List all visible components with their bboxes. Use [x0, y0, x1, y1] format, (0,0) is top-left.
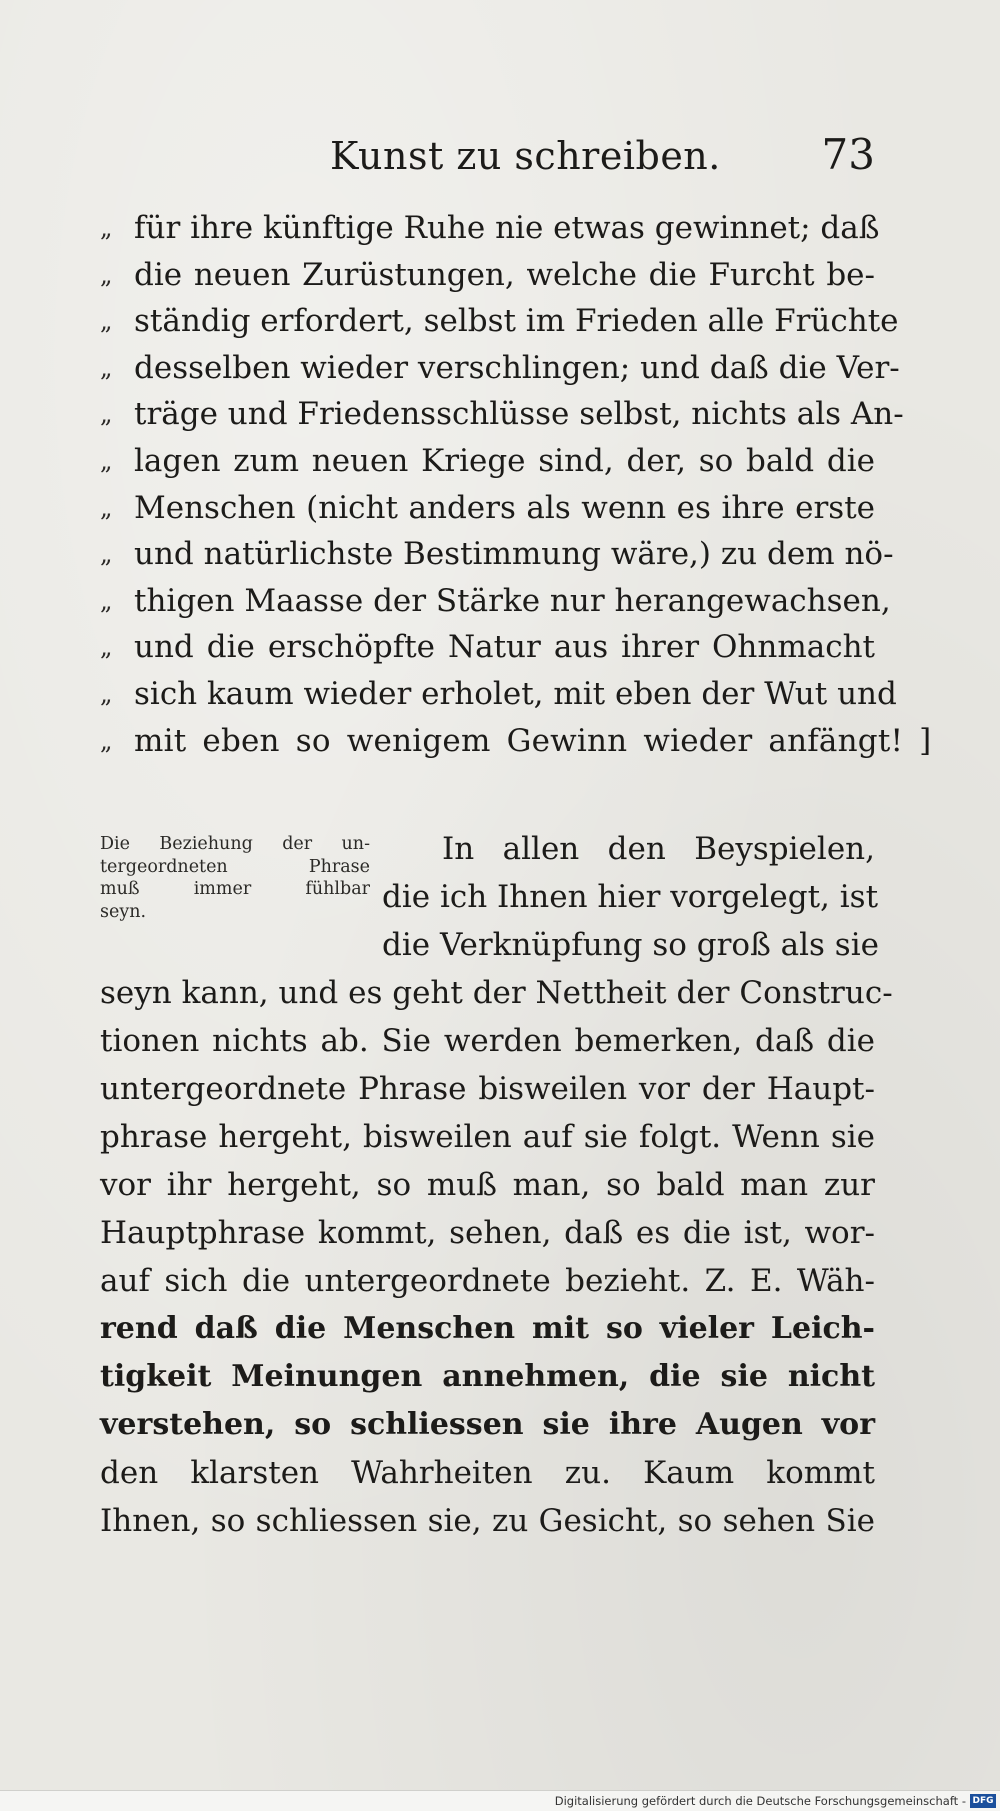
quote-mark: „	[100, 493, 113, 522]
quote-mark: „	[100, 353, 113, 382]
quote-mark: „	[100, 540, 113, 569]
quote-mark: „	[100, 307, 113, 336]
dfg-logo-icon: DFG	[970, 1794, 996, 1808]
marginal-note-line: Die Beziehung der un-	[100, 834, 370, 854]
marginal-note	[100, 833, 370, 923]
quote-line: „ die neuen Zurüstungen, welche die Furcht be-	[100, 252, 875, 299]
quote-line: „ und die erschöpfte Natur aus ihrer Ohnmacht	[100, 624, 875, 671]
quote-mark: „	[100, 726, 113, 755]
body-line: vor ihr hergeht, so muß man, so bald man zur	[100, 1167, 875, 1203]
quote-line: „ ständig erfordert, selbst im Frieden alle Früchte	[100, 298, 875, 345]
quote-mark: „	[100, 214, 113, 242]
quote-line: „ lagen zum neuen Kriege sind, der, so bald die	[100, 438, 875, 485]
quote-mark: „	[100, 260, 113, 289]
quote-line: „ desselben wieder verschlingen; und daß die Ver-	[100, 345, 875, 392]
body-line: seyn kann, und es geht der Nettheit der Construc-	[100, 975, 893, 1011]
quotation-block	[100, 205, 932, 764]
body-line: In allen den Beyspielen,	[442, 831, 875, 867]
quote-line: „ sich kaum wieder erholet, mit eben der Wut und	[100, 671, 875, 718]
marginal-note-line: seyn.	[100, 901, 147, 922]
marginal-note-line: muß immer fühlbar	[100, 879, 370, 899]
quote-line: „ und natürlichste Bestimmung wäre,) zu dem nö-	[100, 531, 875, 578]
quote-line: „ Menschen (nicht anders als wenn es ihre erste	[100, 485, 875, 532]
quote-mark: „	[100, 446, 113, 475]
quote-line: „ für ihre künftige Ruhe nie etwas gewinnet; daß	[100, 205, 875, 252]
body-line: die Verknüpfung so groß als sie	[382, 927, 879, 963]
marginal-note-line: tergeordneten Phrase	[100, 856, 370, 877]
running-title: Kunst zu schreiben.	[330, 134, 721, 178]
body-line: phrase hergeht, bisweilen auf sie folgt. Wenn sie	[100, 1119, 875, 1155]
funding-credit: Digitalisierung gefördert durch die Deutsche Forschungsgemeinschaft -	[554, 1794, 966, 1808]
body-line: rend daß die Menschen mit so vieler Leich-	[100, 1311, 875, 1346]
body-line: auf sich die untergeordnete bezieht. Z. E. Wäh-	[100, 1263, 875, 1299]
body-line: untergeordnete Phrase bisweilen vor der Haupt-	[100, 1071, 875, 1107]
body-line: tigkeit Meinungen annehmen, die sie nicht	[100, 1359, 875, 1394]
body-line: die ich Ihnen hier vorgelegt, ist	[382, 879, 879, 915]
quote-line: „ thigen Maasse der Stärke nur herangewachsen,	[100, 578, 875, 625]
quote-mark: „	[100, 633, 113, 662]
quote-line: „ träge und Friedensschlüsse selbst, nichts als An-	[100, 391, 875, 438]
body-line: verstehen, so schliessen sie ihre Augen vor	[100, 1407, 875, 1442]
page-number: 73	[821, 130, 875, 179]
quote-line: „ mit eben so wenigem Gewinn wieder anfängt! ]	[100, 718, 875, 765]
quote-mark: „	[100, 586, 113, 615]
body-line: den klarsten Wahrheiten zu. Kaum kommt	[100, 1455, 875, 1491]
body-line: Hauptphrase kommt, sehen, daß es die ist, wor-	[100, 1215, 875, 1251]
quote-mark: „	[100, 400, 113, 429]
page-header	[100, 128, 875, 188]
body-line: tionen nichts ab. Sie werden bemerken, daß die	[100, 1023, 875, 1059]
digitization-footer	[0, 1790, 1000, 1811]
paragraph-section	[100, 825, 893, 1545]
quote-mark: „	[100, 679, 113, 708]
body-line: Ihnen, so schliessen sie, zu Gesicht, so sehen Sie	[100, 1503, 875, 1539]
